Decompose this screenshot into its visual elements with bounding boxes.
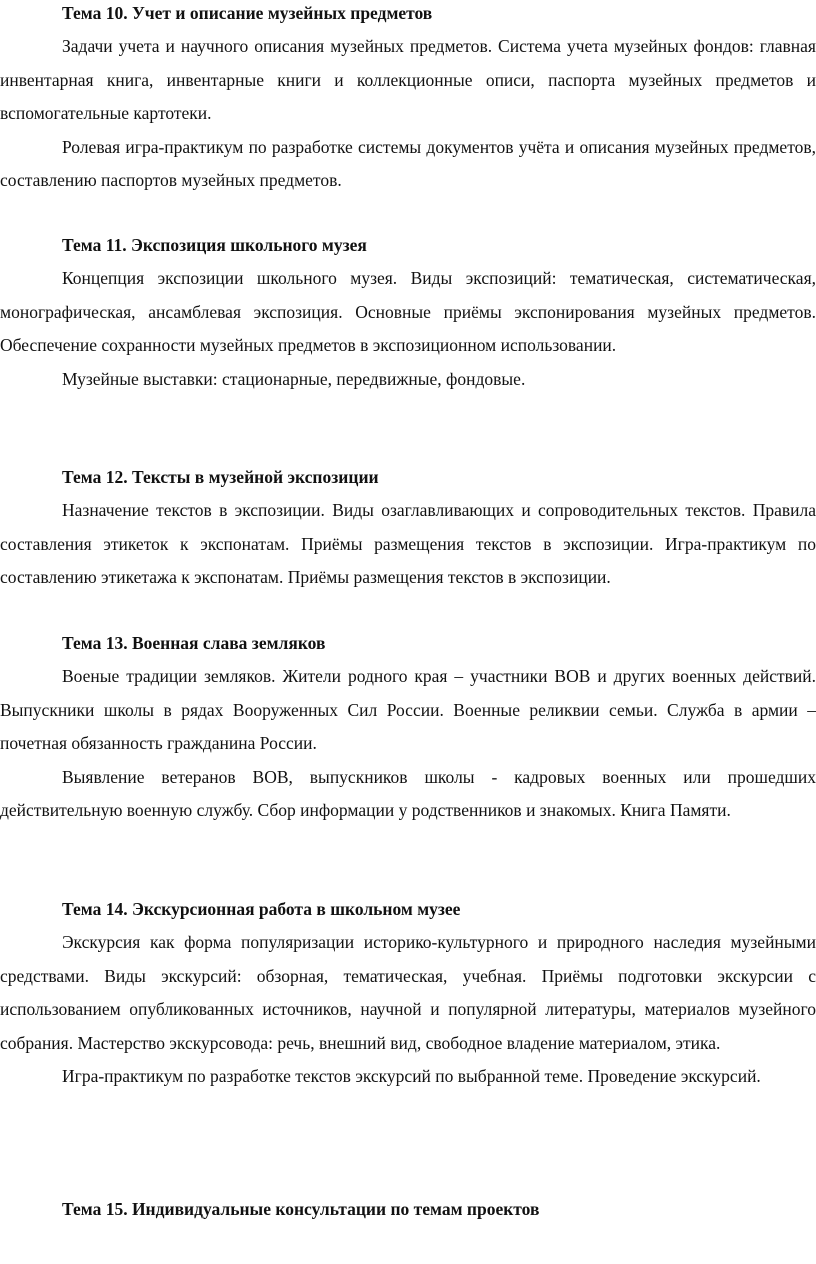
- topic-paragraph: Выявление ветеранов ВОВ, выпускников школы - кадровых военных или прошедших действительную военную службу. Сбор информации у родственников и знакомых. Книга Памяти.: [0, 766, 816, 820]
- topic-heading: Тема 14. Экскурсионная работа в школьном музее: [62, 899, 461, 919]
- topic-paragraph: Задачи учета и научного описания музейных предметов. Система учета музейных фондов: главная инвентарная книга, инвентарные книги и коллекционные описи, паспорта музейных предметов и вспомогательные картотеки.: [0, 36, 816, 123]
- topic-paragraph: Музейные выставки: стационарные, передвижные, фондовые.: [62, 368, 526, 389]
- topic-paragraph: Ролевая игра-практикум по разработке системы документов учёта и описания музейных предметов, составлению паспортов музейных предметов.: [0, 136, 816, 190]
- topic-10: [0, 2, 816, 198]
- topic-12: [0, 466, 816, 595]
- topic-paragraph: Экскурсия как форма популяризации историко-культурного и природного наследия музейными средствами. Виды экскурсий: обзорная, тематическая, учебная. Приёмы подготовки экскурсии с использованием опубликованных источников, научной и популярной литературы, материалов музейного собрания. Мастерство экскурсовода: речь, внешний вид, свободное владение материалом, этика.: [0, 932, 816, 1053]
- topic-15: [0, 1198, 816, 1220]
- topic-paragraph: Концепция экспозиции школьного музея. Виды экспозиций: тематическая, систематическая, монографическая, ансамблевая экспозиция. Основные приёмы экспонирования музейных предметов. Обеспечение сохранности музейных предметов в экспозиционном использовании.: [0, 268, 816, 355]
- topic-11: [0, 234, 816, 396]
- topic-heading: Тема 11. Экспозиция школьного музея: [62, 235, 367, 255]
- topic-paragraph: Игра-практикум по разработке текстов экскурсий по выбранной теме. Проведение экскурсий.: [62, 1066, 761, 1086]
- topic-heading: Тема 12. Тексты в музейной экспозиции: [62, 467, 379, 487]
- topic-heading: Тема 10. Учет и описание музейных предметов: [62, 3, 433, 23]
- topic-paragraph: Военые традиции земляков. Жители родного края – участники ВОВ и других военных действий. Выпускники школы в рядах Вооруженных Сил России. Военные реликвии семьи. Служба в армии – почетная обязанность гражданина России.: [0, 666, 816, 753]
- topic-heading: Тема 15. Индивидуальные консультации по темам проектов: [62, 1199, 540, 1219]
- topic-13: [0, 632, 816, 828]
- topic-paragraph: Назначение текстов в экспозиции. Виды озаглавливающих и сопроводительных текстов. Правила составления этикеток к экспонатам. Приёмы размещения текстов в экспозиции. Игра-практикум по составлению этикетажа к экспонатам. Приёмы размещения текстов в экспозиции.: [0, 500, 816, 587]
- topic-14: [0, 898, 816, 1094]
- topic-heading: Тема 13. Военная слава земляков: [62, 633, 326, 653]
